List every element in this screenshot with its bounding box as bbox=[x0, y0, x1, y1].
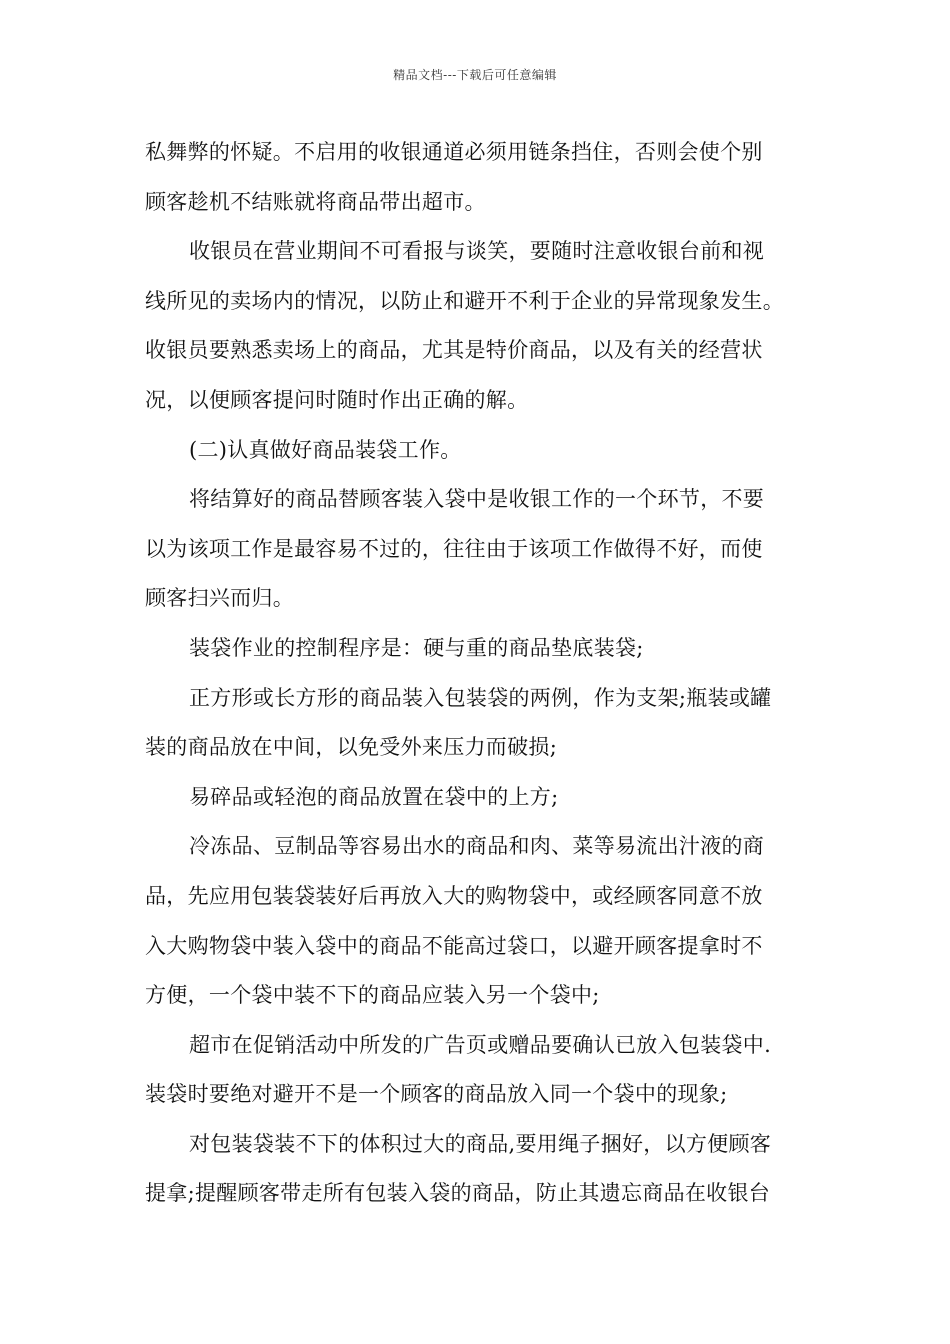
text-line: 况，以便顾客提问时随时作出正确的解。 bbox=[145, 387, 529, 412]
text-line: 顾客扫兴而归。 bbox=[145, 586, 295, 611]
text-line: 入大购物袋中装入袋中的商品不能高过袋口，以避开顾客提拿时不 bbox=[145, 933, 763, 958]
text-line: 对包装袋装不下的体积过大的商品,要用绳子捆好，以方便顾客 bbox=[189, 1131, 772, 1156]
text-line: 私舞弊的怀疑。不启用的收银通道必须用链条挡住，否则会使个别 bbox=[145, 140, 763, 164]
page-header: 精品文档---下载后可任意编辑 bbox=[393, 68, 557, 82]
document-body bbox=[145, 128, 825, 1219]
text-line: 装袋时要绝对避开不是一个顾客的商品放入同一个袋中的现象; bbox=[145, 1082, 728, 1107]
text-line: 提拿;提醒顾客带走所有包装入袋的商品，防止其遗忘商品在收银台 bbox=[145, 1181, 771, 1206]
text-line: 冷冻品、豆制品等容易出水的商品和肉、菜等易流出汁液的商 bbox=[189, 834, 765, 859]
text-line: 装袋作业的控制程序是：硬与重的商品垫底装袋; bbox=[189, 635, 644, 660]
section-heading: (二)认真做好商品装袋工作。 bbox=[189, 437, 462, 462]
text-line: 正方形或长方形的商品装入包装袋的两例，作为支架;瓶装或罐 bbox=[189, 685, 772, 710]
text-line: 易碎品或轻泡的商品放置在袋中的上方; bbox=[189, 784, 559, 809]
text-line: 以为该项工作是最容易不过的，往往由于该项工作做得不好，而使 bbox=[145, 536, 763, 561]
text-line: 线所见的卖场内的情况，以防止和避开不利于企业的异常现象发生。 bbox=[145, 288, 784, 313]
text-line: 将结算好的商品替顾客装入袋中是收银工作的一个环节，不要 bbox=[189, 487, 765, 512]
text-line: 超市在促销活动中所发的广告页或赠品要确认已放入包装袋中. bbox=[189, 1032, 772, 1057]
text-line: 收银员在营业期间不可看报与谈笑，要随时注意收银台前和视 bbox=[189, 239, 765, 264]
text-line: 品，先应用包装袋装好后再放入大的购物袋中，或经顾客同意不放 bbox=[145, 883, 763, 908]
text-line: 方便，一个袋中装不下的商品应装入另一个袋中; bbox=[145, 983, 600, 1008]
text-line: 收银员要熟悉卖场上的商品，尤其是特价商品，以及有关的经营状 bbox=[145, 338, 763, 363]
text-line: 装的商品放在中间，以免受外来压力而破损; bbox=[145, 735, 558, 760]
text-line: 顾客趁机不结账就将商品带出超市。 bbox=[145, 189, 486, 214]
